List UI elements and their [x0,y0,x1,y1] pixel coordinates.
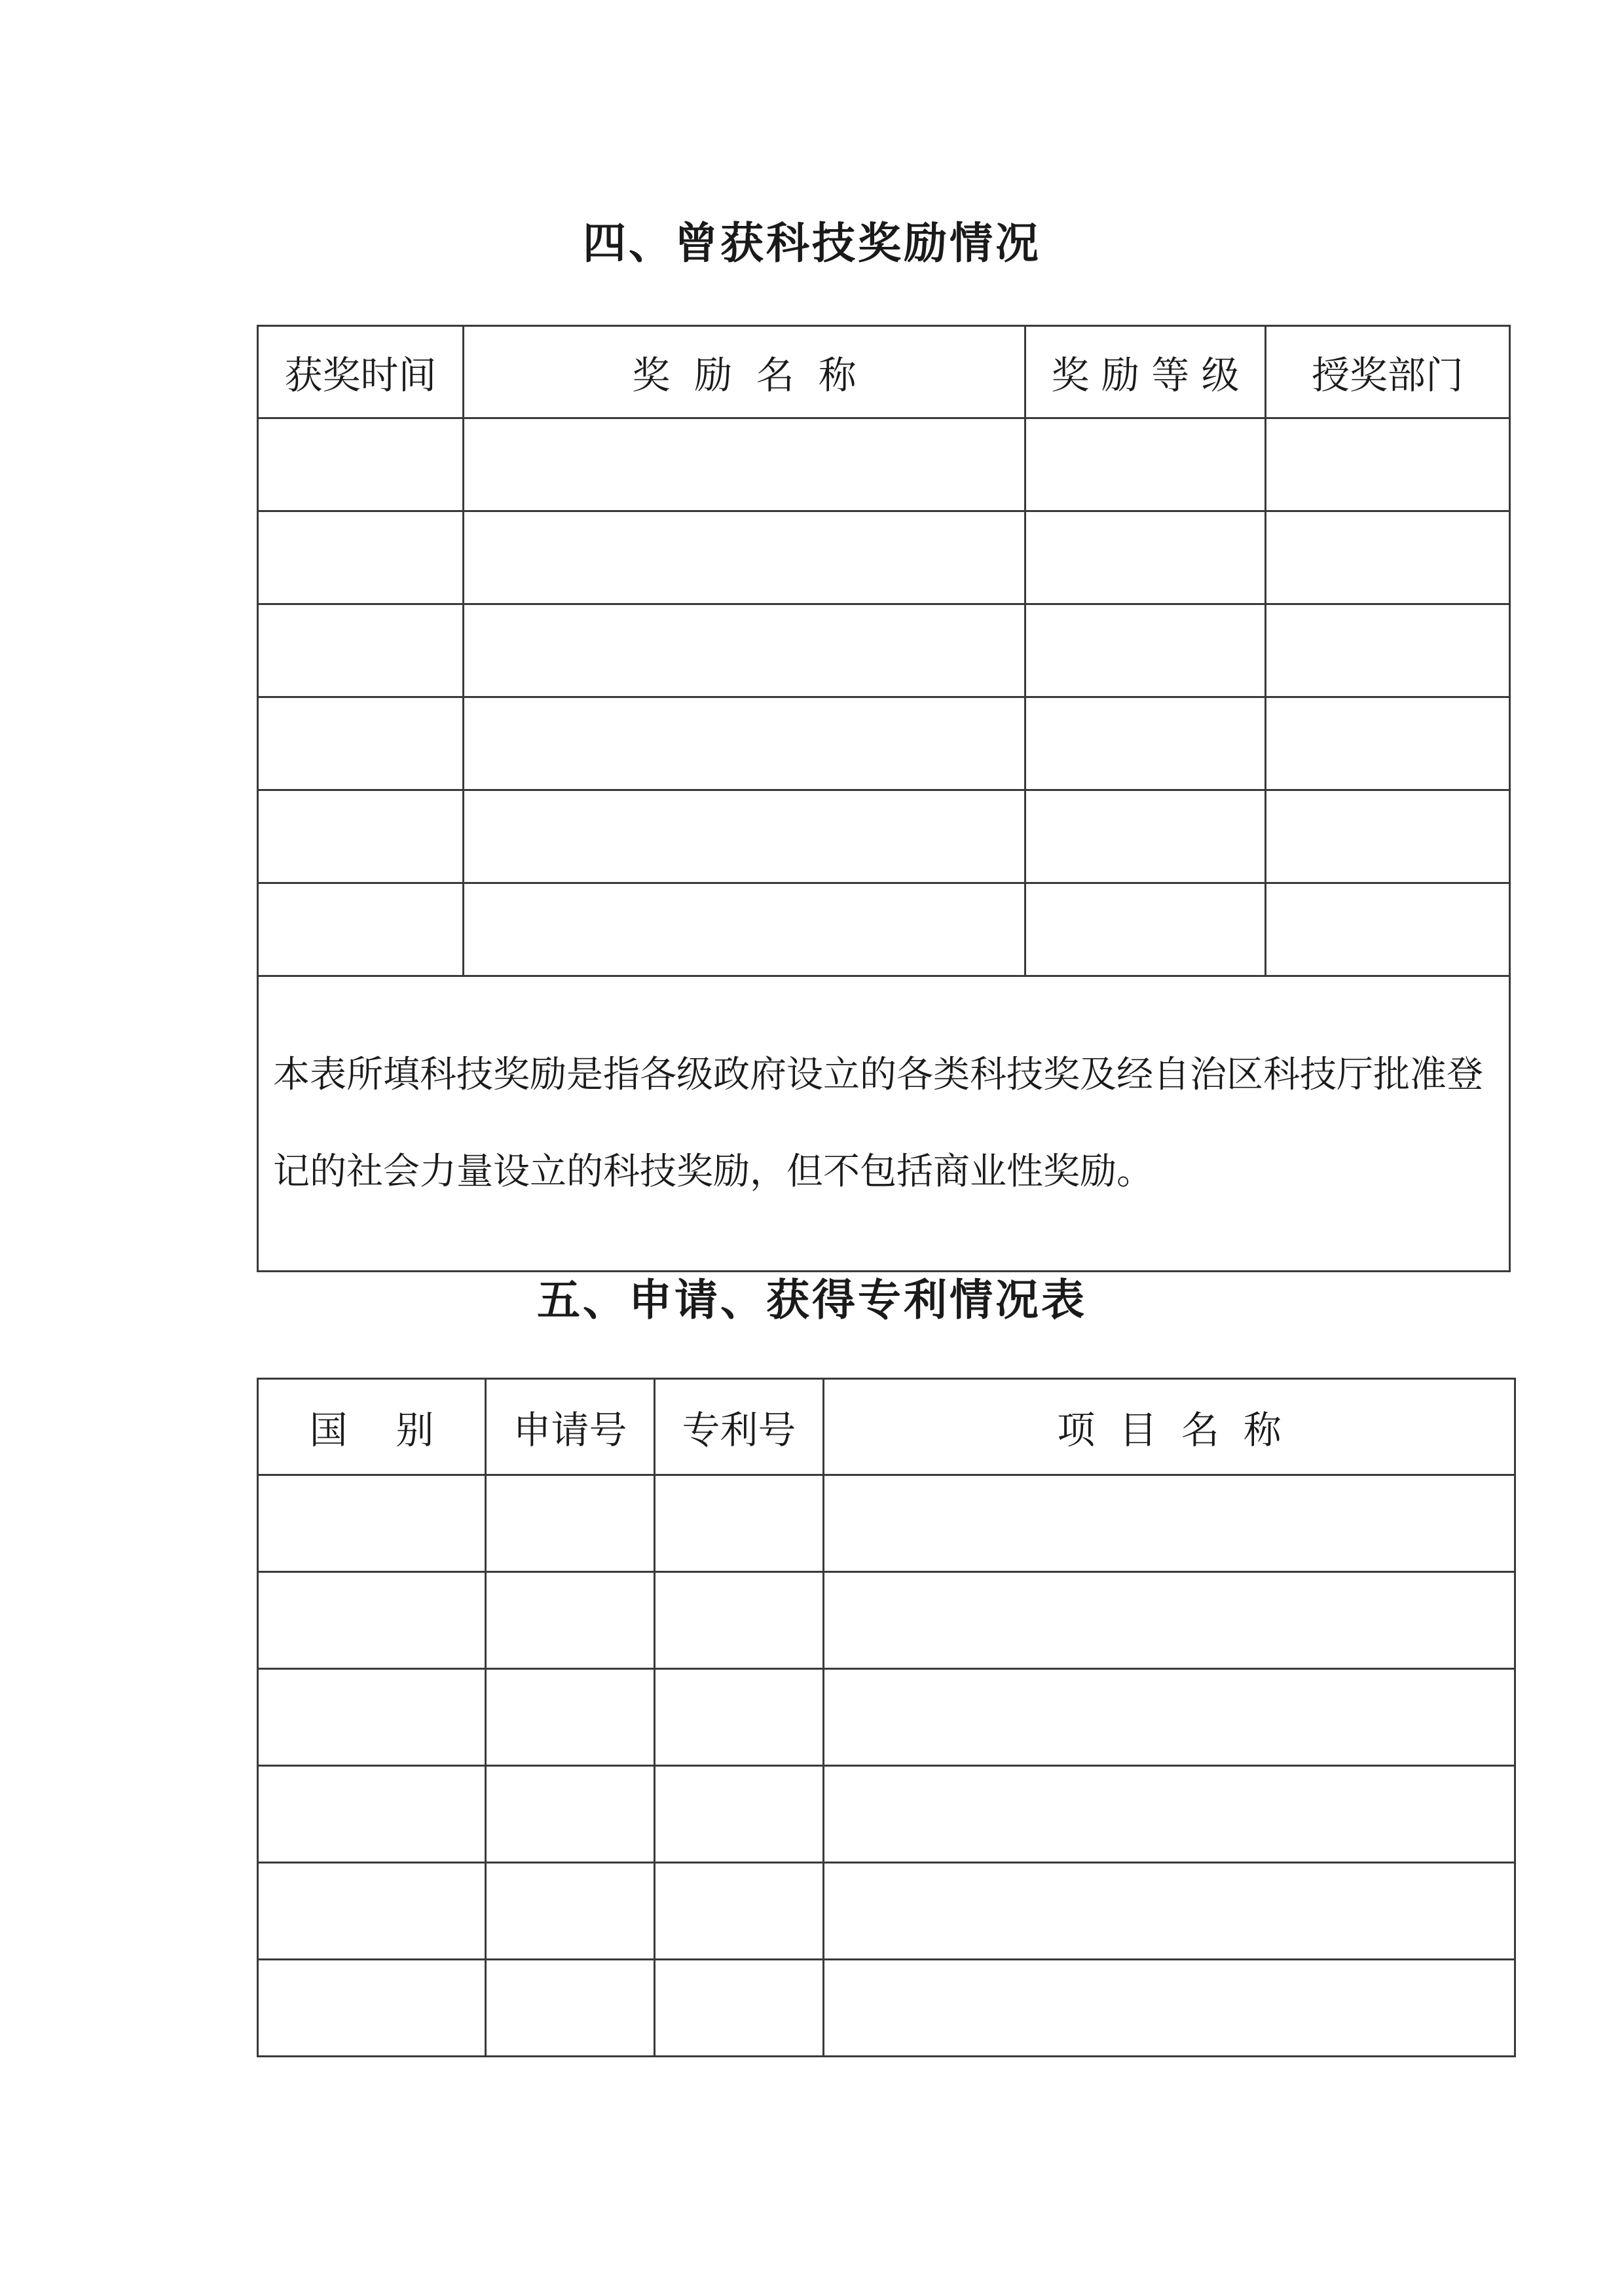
patent-table-header-row [258,1379,1515,1475]
award-department-cell[interactable] [1266,790,1510,883]
award-name-header: 奖 励 名 称 [464,326,1025,418]
patent-number-cell[interactable] [655,1863,824,1960]
award-time-cell[interactable] [258,418,464,511]
award-level-cell[interactable] [1025,883,1266,976]
country-cell[interactable] [258,1863,486,1960]
award-note: 本表所填科技奖励是指各级政府设立的各类科技奖及经自治区科技厅批准登记的社会力量设立的科技奖励，但不包括商业性奖励。 [258,976,1510,1272]
award-note-row [258,976,1510,1272]
award-name-cell[interactable] [464,883,1025,976]
award-level-cell[interactable] [1025,418,1266,511]
award-level-header: 奖 励 等 级 [1025,326,1266,418]
award-department-cell[interactable] [1266,418,1510,511]
award-department-cell[interactable] [1266,511,1510,604]
country-cell[interactable] [258,1475,486,1572]
award-time-cell[interactable] [258,883,464,976]
award-time-cell[interactable] [258,790,464,883]
table-row [258,511,1510,604]
award-table-header-row [258,326,1510,418]
award-time-cell[interactable] [258,604,464,697]
award-time-header: 获奖时间 [258,326,464,418]
award-department-cell[interactable] [1266,604,1510,697]
patent-number-cell[interactable] [655,1475,824,1572]
patent-table [257,1378,1516,2057]
table-row [258,1572,1515,1669]
award-level-cell[interactable] [1025,790,1266,883]
application-number-cell[interactable] [486,1669,655,1766]
award-name-cell[interactable] [464,790,1025,883]
table-row [258,697,1510,790]
table-row [258,418,1510,511]
award-name-cell[interactable] [464,604,1025,697]
application-number-header: 申请号 [486,1379,655,1475]
country-cell[interactable] [258,1960,486,2057]
project-name-cell[interactable] [824,1960,1515,2057]
patent-number-header: 专利号 [655,1379,824,1475]
country-cell[interactable] [258,1572,486,1669]
award-name-cell[interactable] [464,697,1025,790]
section-5-title: 五、申请、获得专利情况表 [537,1275,1087,1325]
award-time-cell[interactable] [258,697,464,790]
award-level-cell[interactable] [1025,697,1266,790]
award-time-cell[interactable] [258,511,464,604]
award-department-header: 授奖部门 [1266,326,1510,418]
project-name-cell[interactable] [824,1863,1515,1960]
award-department-cell[interactable] [1266,697,1510,790]
table-row [258,1669,1515,1766]
country-header: 国 别 [258,1379,486,1475]
patent-number-cell[interactable] [655,1960,824,2057]
country-cell[interactable] [258,1669,486,1766]
table-row [258,790,1510,883]
table-row [258,604,1510,697]
country-cell[interactable] [258,1766,486,1863]
award-level-cell[interactable] [1025,511,1266,604]
table-row [258,1766,1515,1863]
project-name-header: 项 目 名 称 [824,1379,1515,1475]
award-name-cell[interactable] [464,511,1025,604]
application-number-cell[interactable] [486,1863,655,1960]
patent-number-cell[interactable] [655,1572,824,1669]
table-row [258,1863,1515,1960]
section-4-title: 四、曾获科技奖励情况 [583,218,1041,268]
application-number-cell[interactable] [486,1960,655,2057]
project-name-cell[interactable] [824,1475,1515,1572]
table-row [258,1475,1515,1572]
table-row [258,1960,1515,2057]
award-name-cell[interactable] [464,418,1025,511]
patent-number-cell[interactable] [655,1669,824,1766]
award-level-cell[interactable] [1025,604,1266,697]
project-name-cell[interactable] [824,1669,1515,1766]
award-department-cell[interactable] [1266,883,1510,976]
table-row [258,883,1510,976]
application-number-cell[interactable] [486,1766,655,1863]
application-number-cell[interactable] [486,1572,655,1669]
application-number-cell[interactable] [486,1475,655,1572]
patent-number-cell[interactable] [655,1766,824,1863]
award-table [257,325,1511,1272]
project-name-cell[interactable] [824,1572,1515,1669]
project-name-cell[interactable] [824,1766,1515,1863]
